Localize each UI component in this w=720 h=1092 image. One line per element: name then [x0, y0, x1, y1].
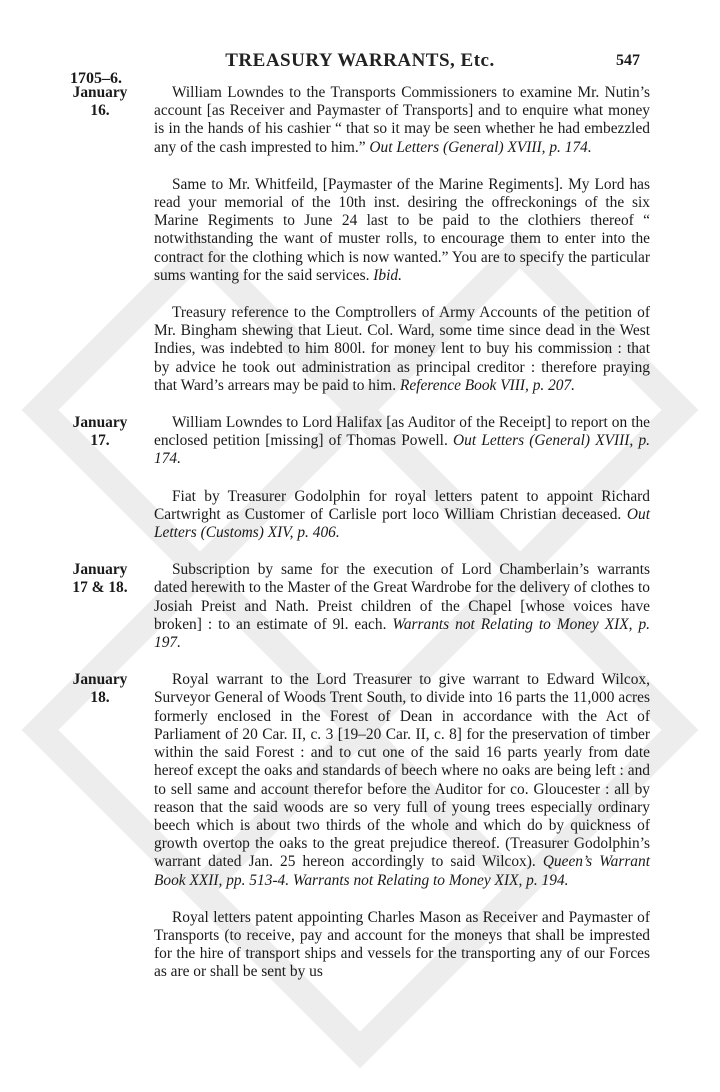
entry-reference: Queen’s Warrant Book XXII, pp. 513-4. Warrants not Relating to Money XIX, p. 194. [154, 853, 650, 889]
entry-paragraph [154, 909, 650, 982]
entries-column [72, 84, 650, 982]
entry-text: Royal letters patent appointing Charles Mason as Receiver and Paymaster of Transports (to receive, pay and account for the moneys that shall be imprested for the hire of transport ships and vessels for the transporting any of our Forces as are or shall be sent by us [154, 908, 650, 981]
entry-reference: Ibid. [373, 266, 402, 284]
entry-paragraph [154, 488, 650, 543]
entry-date: January 18. [72, 671, 128, 707]
entry [72, 671, 650, 889]
entry-paragraph [154, 304, 650, 395]
entry-text: Same to Mr. Whitfeild, [Paymaster of the Marine Regiments]. My Lord has read your memorial of the 10th inst. desiring the offreckonings of the six Marine Regiments to June 24 last to be paid to the clothiers thereof “ notwithstanding the want of muster rolls, to encourage them to enter into the contract for the clothing which is now wanted.” You are to specify the particular sums wanting for the said services. [154, 175, 650, 284]
entry-text: William Lowndes to the Transports Commissioners to examine Mr. Nutin’s account [as Receiver and Paymaster of Transports] and to enquire what money is in the hands of his cashier “ that so it may be seen whether he had embezzled any of the cash imprested to him.” [154, 84, 650, 156]
entry [154, 176, 650, 285]
entry-paragraph [154, 84, 650, 157]
entry [154, 909, 650, 982]
entry-text: Subscription by same for the execution of Lord Chamberlain’s warrants dated herewith to the Master of the Great Wardrobe for the delivery of clothes to Josiah Preist and Nath. Preist children of the Chapel [whose voices have broken] : to an estimate of 9l. each. [154, 561, 650, 633]
entry-paragraph [154, 561, 650, 652]
entry-reference: Out Letters (Customs) XIV, p. 406. [154, 505, 650, 542]
entry [72, 414, 650, 469]
entry [154, 304, 650, 395]
entry-date: January 16. [72, 84, 128, 120]
entry-text: William Lowndes to Lord Halifax [as Auditor of the Receipt] to report on the enclosed petition [missing] of Thomas Powell. [154, 414, 650, 450]
entry-reference: Reference Book VIII, p. 207. [399, 376, 576, 394]
entry-date: January 17. [72, 414, 128, 450]
entry [154, 488, 650, 543]
entry-date: January 17 & 18. [72, 561, 128, 597]
page-number: 547 [616, 52, 640, 69]
entry-paragraph [154, 414, 650, 469]
entry-paragraph [154, 176, 650, 285]
entry-text: Treasury reference to the Comptrollers of Army Accounts of the petition of Mr. Bingham shewing that Lieut. Col. Ward, some time since dead in the West Indies, was indebted to him 800l. for money lent to buy his commission : that by advice he took out administration as principal creditor : therefore praying that Ward’s arrears may be paid to him. [154, 304, 650, 394]
entry-reference: Out Letters (General) XVIII, p. 174. [369, 138, 592, 156]
year-label: 1705–6. [70, 70, 122, 87]
entry-reference: Warrants not Relating to Money XIX, p. 197. [154, 615, 650, 652]
entry-paragraph [154, 671, 650, 889]
entry [72, 84, 650, 157]
entry-text: Royal warrant to the Lord Treasurer to give warrant to Edward Wilcox, Surveyor General of Woods Trent South, to divide into 16 parts the 11,000 acres formerly enclosed in the Forest of Dean in accordance with the Act of Parliament of 20 Car. II, c. 3 [19–20 Car. II, c. 8] for the preservation of timber within the said Forest : and to cut one of the said 16 parts yearly from date hereof except the oaks and standards of beech where no oaks are being left : and to sell same and account therefor before the Auditor for co. Gloucester : all by reason that the said woods are so very full of young trees especially ordinary beech which is about two thirds of the whole and which do by quickness of growth overtop the oaks to the great prejudice thereof. (Treasurer Godolphin’s warrant dated Jan. 25 hereon accordingly to said Wilcox). [154, 671, 650, 871]
entry [72, 561, 650, 652]
entry-reference: Out Letters (General) XVIII, p. 174. [154, 432, 650, 468]
running-title: TREASURY WARRANTS, Etc. [225, 50, 495, 71]
entry-text: Fiat by Treasurer Godolphin for royal letters patent to appoint Richard Cartwright as Customer of Carlisle port loco William Christian deceased. [154, 487, 650, 523]
